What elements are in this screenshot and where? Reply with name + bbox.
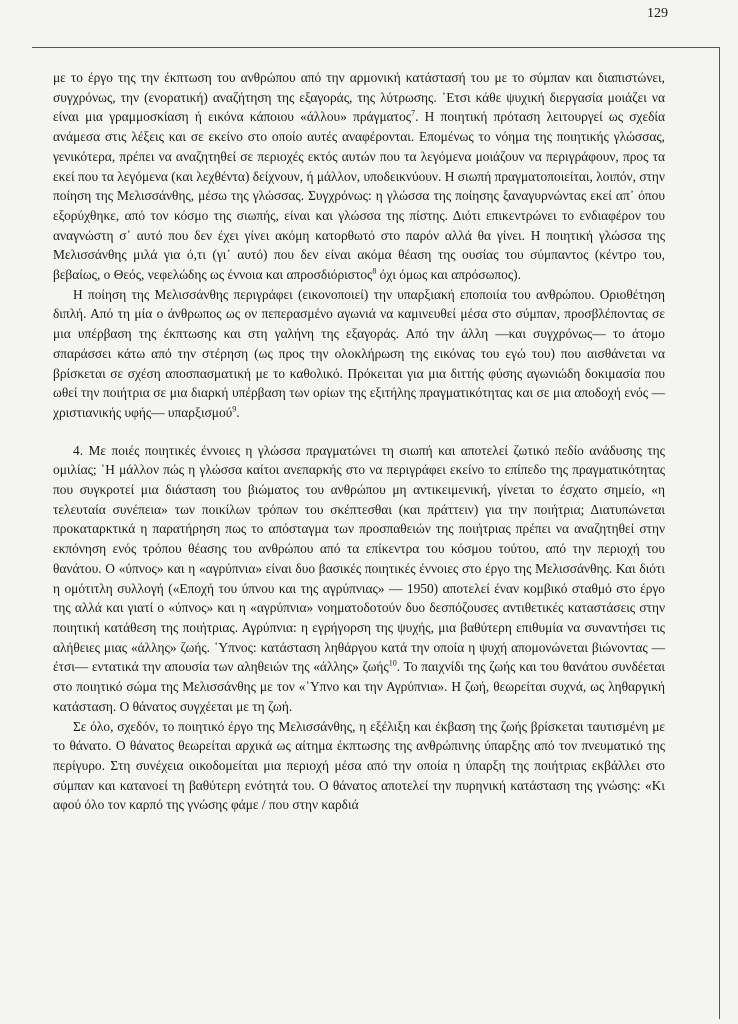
section-paragraph: 4. Με ποιές ποιητικές έννοιες η γλώσσα πραγματώνει τη σιωπή και αποτελεί ζωτικό πεδίο ανάδυσης της ομιλίας; ῾Η μάλλον πώς η γλώσσα καίτοι ανεπαρκής στο να περιγράφει εκείνο το επίπεδο της πραγματικότητας που συγκροτεί μια διάσταση του βιώματος του ανθρώπου μη αντικειμενική, γίνεται το έσχατο σημείο, «η τελευταία συνέπεια» των ποικίλων τρόπων του σκέπτεσθαι (και πράττειν) για την ποιήτρια; Διατυπώνεται προκαταρκτικά η παρατήρηση πως το απόσταγμα των προσπαθειών της ποιήτριας πρέπει να αναζητηθεί στην εκπόνηση ενός τρόπου θέασης του ανθρώπου από τα επίκεντρα του κόσμου τούτου, από την περιοχή του θανάτου. Ο «ύπνος» και η «αγρύπνια» είναι δυο βασικές ποιητικές έννοιες στο έργο της Μελισσάνθης. Και διότι η ομότιτλη συλλογή («Εποχή του ύπνου και της αγρύπνιας» — 1950) αποτελεί έναν κομβικό σταθμό στο έργο της αλλά και γιατί ο «ύπνος» και η «αγρύπνια» νοηματοδοτούν δυο δεσπόζουσες αντιθετικές καταστάσεις στην ποιητική κατάθεση της ποιήτριας. Αγρύπνια: η εγρήγορση της ψυχής, μια βαθύτερη επιθυμία να συναντήσει τις αλήθειες μιας «άλλης» ζωής. ῾Υπνος: κατάσταση ληθάργου κατά την οποία η ψυχή απομονώνεται βιώνοντας —έτσι— εντατικά την απουσία των αληθειών της «άλλης» ζωής$^{10}$. Το παιχνίδι της ζωής και του θανάτου συνδέεται στο ποιητικό σώμα της Μελισσάνθης με τον «῾Υπνο και την Αγρύπνια». Η ζωή, θεωρείται συχνά, ως ληθαργική κατάσταση. Ο θάνατος συγχέεται με τη ζωή. [53,442,665,714]
paragraph: Η ποίηση της Μελισσάνθης περιγράφει (εικονοποιεί) την υπαρξιακή εποποιία του ανθρώπου. Οριοθέτηση διπλή. Από τη μία ο άνθρωπος ως ον πεπερασμένο αγωνιά να καμινευθεί μέσα στο σύμπαν, προσβλέποντας σε μια υπέρβαση της έκπτωσης και στη γαλήνη της εξαγοράς. Από την άλλη —και συγχρόνως— το άτομο σπαράσσει κάτω από την στέρηση (ως προς την ολοκλήρωση της εικόνας του εγώ του) που αισθάνεται να βρίσκεται σε σχέση αποσπασματική με το καθολικό. Πρόκειται για μια διττής φύσης αγωνιώδη δοκιμασία που ωθεί την ποιήτρια σε μια διαρκή υπέρβαση των ορίων της εξιτήλης πραγματικότητας και σε μια αποδοχή ενός —χριστιανικής υφής— υπαρξισμού$^9$. [53,286,665,420]
paragraph: Σε όλο, σχεδόν, το ποιητικό έργο της Μελισσάνθης, η εξέλιξη και έκβαση της ζωής βρίσκεται ταυτισμένη με το θάνατο. Ο θάνατος θεωρείται αρχικά ως αίτημα έκπτωσης της ανθρώπινης ύπαρξης από τον πνευματικό της περίγυρο. Στη συνέχεια οικοδομείται μια περιοχή μέσα από την οποία η ύπαρξη της ποιήτριας εκβάλλει στο σύμπαν και κατανοεί τη βαθύτερη ενότητά του. Ο θάνατος αποτελεί την πυρηνική κατάσταση της γνώσης: «Κι αφού όλο τον καρπό της γνώσης φάμε / που στην καρδιά [53,718,665,813]
footnote-ref[interactable]: 9 [232,404,237,414]
footnote-ref[interactable]: 7 [411,108,416,118]
footnote-ref[interactable]: 10 [388,658,397,668]
paragraph: με το έργο της την έκπτωση του ανθρώπου από την αρμονική κατάστασή του με το σύμπαν και διαπιστώνει, συγχρόνως, την (ενορατική) αναζήτηση της εξαγοράς, της λύτρωσης. ῾Ετσι κάθε ψυχική διεργασία μοιάζει να είναι μια γραμμοσκίαση ή εικόνα κάποιου «άλλου» πράγματος$^7$. Η ποιητική πρόταση λειτουργεί ως σχεδία ανάμεσα στις λέξεις και σε εκείνο στο οποίο αυτές αναφέρονται. Επομένως το νόημα της ποιητικής γλώσσας, γενικότερα, πρέπει να αναζητηθεί σε περιοχές εκτός αυτών που τα λεγόμενα μοιάζουν να περιγράφουν, προς τα εκεί που τα λεγόμενα (και λεχθέντα) δείχνουν, ή μάλλον, υποδεικνύουν. Η σιωπή πραγματοποιείται, λοιπόν, στην ποίηση της Μελισσάνθης, μέσω της γλώσσας. Συγχρόνως: η γλώσσα της ποίησης ξαναγυρνώντας εκεί απ᾿ όπου εξορύχθηκε, από τον κόσμο της σιωπής, είναι και γλώσσα της πίστης. Διότι επικεντρώνει το ενδιαφέρον του αναγνώστη σ᾿ αυτό που δεν έχει γίνει ακόμη κατορθωτό στο παρόν αλλά θα γίνει. Η ποιητική γλώσσα της Μελισσάνθης μιλά για ό,τι (γι᾿ αυτό) που δεν είναι ακόμα θέαση της ουσίας του σύμπαντος (κέντρο του, βεβαίως, ο Θεός, νεφελώδης ως έννοια και απροσδιόριστος$^8$ όχι όμως και απρόσωπος). [53,70,665,283]
page-number: 129 [647,6,668,21]
footnote-ref[interactable]: 8 [372,266,377,276]
body-text [53,68,665,815]
